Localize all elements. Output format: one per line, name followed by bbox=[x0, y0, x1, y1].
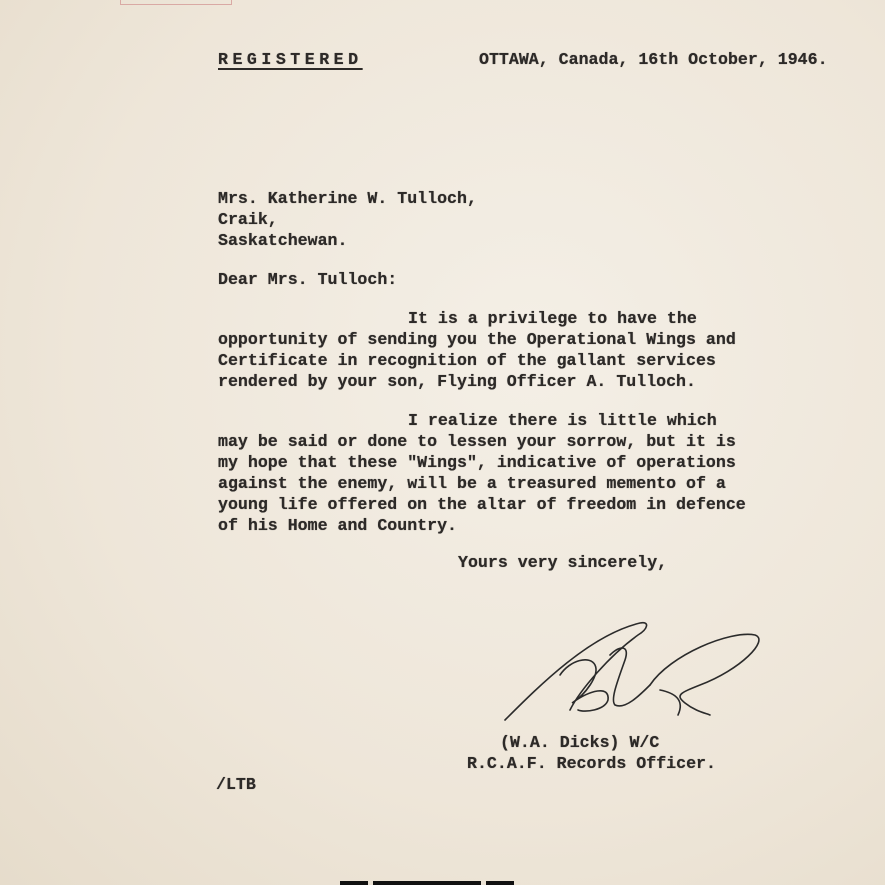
bottom-edge-mark bbox=[486, 881, 514, 885]
address-line: Saskatchewan. bbox=[218, 231, 348, 250]
paragraph1-line: It is a privilege to have the bbox=[408, 309, 697, 328]
page-edge-mark bbox=[120, 0, 232, 5]
address-line: Mrs. Katherine W. Tulloch, bbox=[218, 189, 477, 208]
paragraph2-line: young life offered on the altar of freedom in defence bbox=[218, 495, 746, 514]
paragraph1-line: opportunity of sending you the Operational Wings and bbox=[218, 330, 736, 349]
dateline: OTTAWA, Canada, 16th October, 1946. bbox=[479, 50, 828, 69]
salutation: Dear Mrs. Tulloch: bbox=[218, 270, 398, 289]
paragraph2-line: against the enemy, will be a treasured memento of a bbox=[218, 474, 726, 493]
registered-label: REGISTERED bbox=[218, 50, 363, 69]
reference-initials: /LTB bbox=[216, 775, 256, 794]
signatory-title: R.C.A.F. Records Officer. bbox=[467, 754, 716, 773]
bottom-edge-mark bbox=[340, 881, 368, 885]
paragraph2-line: my hope that these "Wings", indicative of operations bbox=[218, 453, 736, 472]
paragraph1-line: Certificate in recognition of the gallant services bbox=[218, 351, 716, 370]
signatory-name: (W.A. Dicks) W/C bbox=[500, 733, 660, 752]
paragraph2-line: I realize there is little which bbox=[408, 411, 717, 430]
handwritten-signature bbox=[500, 615, 770, 735]
closing: Yours very sincerely, bbox=[458, 553, 668, 572]
paragraph2-line: may be said or done to lessen your sorrow, but it is bbox=[218, 432, 736, 451]
bottom-edge-mark bbox=[373, 881, 481, 885]
paragraph1-line: rendered by your son, Flying Officer A. Tulloch. bbox=[218, 372, 696, 391]
paragraph2-line: of his Home and Country. bbox=[218, 516, 457, 535]
address-line: Craik, bbox=[218, 210, 278, 229]
